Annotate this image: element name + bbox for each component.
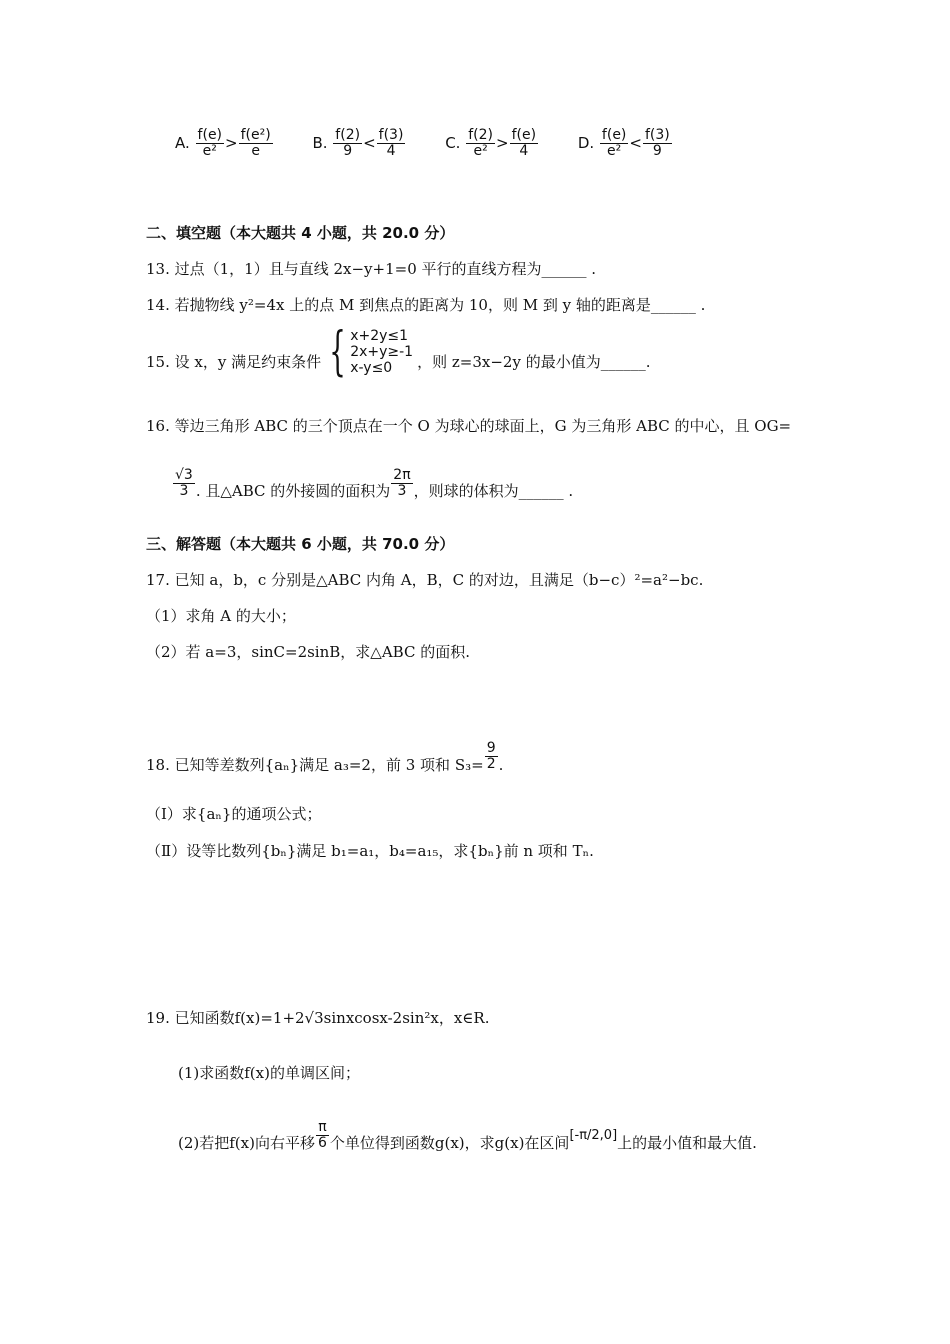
section-heading-answer: 三、解答题（本大题共 6 小题，共 70.0 分） — [146, 535, 455, 553]
question-19-stem: 19. 已知函数f(x)=1+2√3sinxcosx-2sin²x，x∈R. — [146, 1009, 490, 1027]
question-16-line2: $\frac{√3}{3}$ . 且△ABC 的外接圆的面积为 $\frac{2\pi}{3}$ ，则球的体积为______ . — [175, 467, 574, 500]
question-17-part1: （1）求角 A 的大小； — [146, 607, 296, 625]
question-17-part2: （2）若 a=3，sinC=2sinB，求△ABC 的面积. — [146, 643, 470, 661]
s3-fraction: $\frac{9}{2}$ — [486, 740, 496, 772]
shift-fraction: $\frac{\pi}{6}$ — [317, 1119, 327, 1151]
section-heading-fill-in: 二、填空题（本大题共 4 小题，共 20.0 分） — [146, 224, 455, 242]
constraint-system: { x+2y≤1 2x+y≥-1 x-y≤0 — [329, 322, 414, 382]
question-15: 15. 设 x，y 满足约束条件 { x+2y≤1 2x+y≥-1 x-y≤0 ，则 z=3x−2y 的最小值为______. — [146, 322, 651, 382]
question-16-line1: 16. 等边三角形 ABC 的三个顶点在一个 O 为球心的球面上，G 为三角形 ABC 的中心，且 OG= — [146, 417, 792, 435]
question-18-part2: （Ⅱ）设等比数列{bₙ}满足 b₁=a₁，b₄=a₁₅，求{bₙ}前 n 项和 Tₙ. — [146, 842, 594, 860]
option-c: C. $\frac{f(2)}{\text{e²}}$ > $\frac{f(e)}{4}$ — [445, 127, 537, 159]
option-a: A. $\frac{f(e)}{\text{e²}}$ > $\frac{\text{f(e²)}}{e}$ — [175, 127, 271, 159]
og-fraction: $\frac{√3}{3}$ — [175, 467, 193, 499]
option-a-frac1: $\frac{f(e)}{\text{e²}}$ — [197, 127, 223, 159]
option-d: D. $\frac{f(e)}{\text{e²}}$ < $\frac{f(3)}{9}$ — [577, 127, 670, 159]
interval: [-π/2,0] — [569, 1128, 618, 1143]
area-fraction: $\frac{2\pi}{3}$ — [393, 467, 411, 499]
question-17-stem: 17. 已知 a，b，c 分别是△ABC 内角 A，B，C 的对边，且满足（b−c）²=a²−bc. — [146, 571, 704, 589]
question-14: 14. 若抛物线 y²=4x 上的点 M 到焦点的距离为 10，则 M 到 y 轴的距离是______ . — [146, 296, 706, 314]
question-13: 13. 过点（1，1）且与直线 2x−y+1=0 平行的直线方程为______ . — [146, 260, 597, 278]
question-19-part1: (1)求函数f(x)的单调区间； — [178, 1064, 360, 1082]
question-19-part2: (2)若把f(x)向右平移 $\frac{\pi}{6}$ 个单位得到函数g(x)，求g(x)在区间 [-π/2,0] 上的最小值和最大值. — [178, 1119, 757, 1152]
question-18-part1: （Ⅰ）求{aₙ}的通项公式； — [146, 805, 322, 823]
option-b: B. $\frac{f(2)}{9}$ < $\frac{f(3)}{4}$ — [312, 127, 404, 159]
q12-options — [175, 128, 673, 158]
question-18-stem: 18. 已知等差数列{aₙ}满足 a₃=2，前 3 项和 S₃= $\frac{9}{2}$ . — [146, 740, 504, 774]
option-a-frac2: $\frac{\text{f(e²)}}{e}$ — [240, 127, 271, 159]
